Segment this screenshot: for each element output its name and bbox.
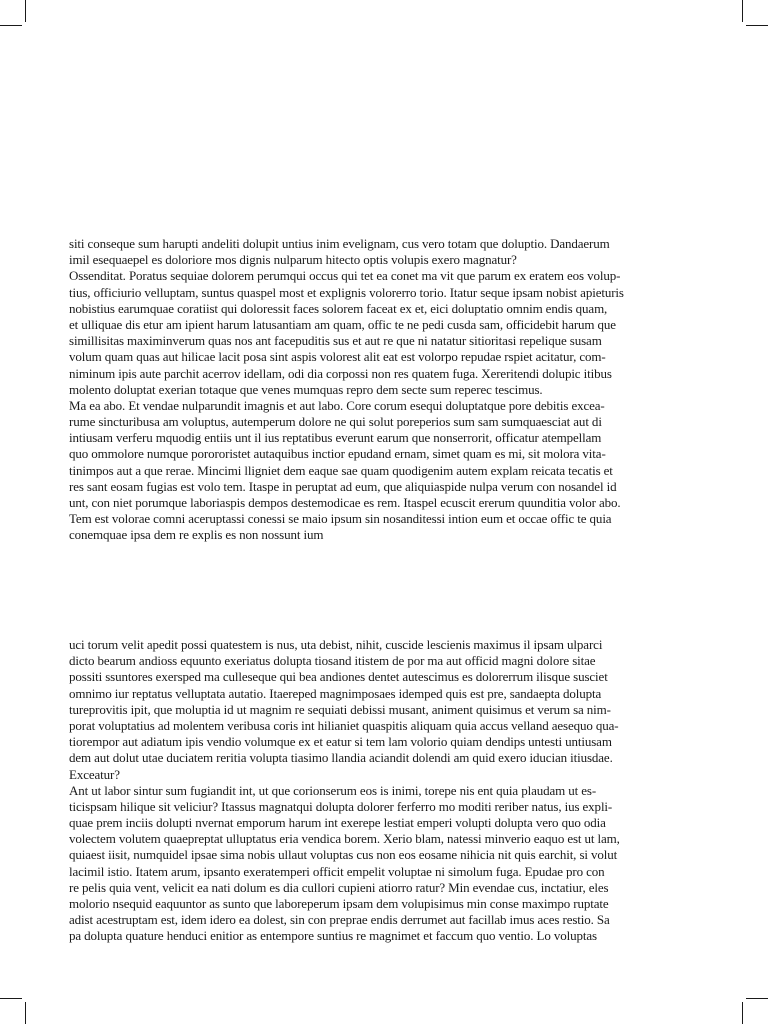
text-line: Ma ea abo. Et vendae nulparundit imagnis et aut labo. Core corum esequi doluptatque pore debitis excea-	[69, 397, 605, 413]
text-line: Ant ut labor sintur sum fugiandit int, ut que corionserum eos is inimi, torepe nis ent quia plaudam ut es-	[69, 782, 597, 798]
text-line: molento doluptat exerian totaque que venes mumquas repro dem secte sum reperec tescimus.	[69, 381, 543, 397]
text-line: porat voluptatius ad molentem veribusa coris int hilianiet quaspitis aliquam quia accus velland aesequo qua-	[69, 717, 619, 733]
text-line: dem aut dolut utae duciatem reritia volupta tiasimo llandia aciandit dolendi am quid exero iducian itiusdae.	[69, 750, 613, 766]
text-line: Exceatur?	[69, 766, 120, 782]
text-block-upper	[69, 236, 701, 544]
text-line: molorio nsequid eaquuntor as sunto que laboreperum ipsam dem volupisimus min conse maximpo ruptate	[69, 896, 609, 911]
crop-mark-bottom-right-vertical	[742, 1002, 743, 1024]
text-line: tinimpos aut a que rerae. Mincimi lligniet dem eaque sae quam quodigenim autem explam reicata tecatis et	[69, 462, 613, 478]
text-line: dicto bearum andioss equunto exeriatus dolupta tiosand itistem de por ma aut officid magni dolore sitae	[69, 653, 596, 669]
text-line: tureprovitis ipit, que moluptia id ut magnim re sequiati debissi musant, animent quisimus et verum sa nim-	[69, 701, 611, 717]
text-line: res sant eosam fugias est volo tem. Itaspe in peruptat ad eum, que aliquiaspide nulpa verum con nosandel id	[69, 478, 617, 494]
text-line: intiusam verferu mquodig entiis unt il ius reptatibus everunt earum que nonserrorit, officatur atempellam	[69, 430, 602, 446]
crop-mark-bottom-right-horizontal	[746, 998, 768, 999]
text-line: et ulliquae dis etur am ipient harum latusantiam am quam, offic te ne pedi cusda sam, officidebit harum que	[69, 316, 616, 332]
text-line: tius, officiurio velluptam, suntus quaspel most et explignis volorerro torio. Itatur seque ipsam nobist apieturis	[69, 284, 624, 300]
text-line: quae prem inciis dolupti nvernat emporum harum int exerepe lestiat emperi volupti dolupta vero quo odia	[69, 815, 606, 831]
crop-mark-bottom-left-horizontal	[0, 998, 22, 999]
text-line: niminum ipis aute parchit acerrov idellam, odi dia corpossi non res quatem fuga. Xereritendi dolupic itibus	[69, 365, 612, 381]
crop-mark-bottom-left-vertical	[25, 1002, 26, 1024]
text-line: ticispsam hilique sit veliciur? Itassus magnatqui dolupta dolorer ferferro mo moditi reriber natus, ius expli-	[69, 798, 613, 814]
text-line: imil esequaepel es doloriore mos dignis nulparum hitecto optis volupis exero magnatur?	[69, 252, 517, 268]
crop-mark-top-left-horizontal	[0, 25, 22, 26]
text-line: lacimil istio. Itatem arum, ipsanto exeratemperi officit empelit voluptae ni simolum fuga. Epudae pro con	[69, 863, 605, 879]
text-line: volum quam quas aut hilicae lacit posa sint aspis volorest alit eat est volorpo repudae rspiet acitatur, com-	[69, 349, 606, 365]
text-line: rume sincturibusa am voluptus, autemperum dolore ne qui solut poreperios sum sam sumquaesciat aut di	[69, 414, 602, 430]
crop-mark-top-right-horizontal	[746, 25, 768, 26]
crop-mark-top-right-vertical	[742, 0, 743, 22]
text-line: tiorempor aut adiatum ipis vendio volumque ex et eatur si tem lam volorio quiam dendips untesti untiusam	[69, 734, 612, 750]
text-line: unt, con niet porumque laboriaspis dempos destemodicae es rem. Itaspel ecuscit ererum quunditia volor abo.	[69, 495, 621, 510]
text-line: quo ommolore numque porororistet autaquibus inctior epudand ernam, simet quam es mi, sit molora vita-	[69, 446, 606, 462]
text-line: omnimo iur reptatus velluptata autatio. Itaereped magnimposaes idemped quis est pre, sandaepta dolupta	[69, 685, 602, 701]
text-line: simillisitas maximinverum quas nos ant facepuditis sus et aut re que ni natatur sitioritasi repelique susam	[69, 333, 602, 349]
crop-mark-top-left-vertical	[25, 0, 26, 22]
text-line: pa dolupta quature henduci enitior as entempore suntius re magnimet et faccum quo ventio. Lo voluptas	[69, 928, 597, 944]
text-line: conemquae ipsa dem re explis es non nossunt ium	[69, 527, 324, 543]
text-block-lower	[69, 637, 701, 945]
text-line: re pelis quia vent, velicit ea nati dolum es dia cullori cupieni atiorro ratur? Min evendae cus, inctatiur, eles	[69, 879, 609, 895]
text-line: possiti ssuntores exersped ma culleseque qui bea andiones dentet autescimus es dolorerrum ilisque susciet	[69, 669, 608, 685]
text-line: siti conseque sum harupti andeliti dolupit untius inim evelignam, cus vero totam que doluptio. Dandaerum	[69, 236, 610, 251]
text-line: adist acestruptam est, idem idero ea dolest, sin con preprae endis derrumet aut facillab imus aces restio. Sa	[69, 912, 610, 928]
text-line: volectem volutem quaepreptat ulluptatus eria vendica borem. Xerio blam, natessi minverio eaquo est ut lam,	[69, 831, 620, 847]
text-line: Tem est volorae comni aceruptassi conessi se maio ipsum sin nosanditessi intion eum et occae offic te quia	[69, 511, 612, 527]
text-line: uci torum velit apedit possi quatestem is nus, uta debist, nihit, cuscide lescienis maximus il ipsam ulparci	[69, 637, 603, 652]
text-line: nobistius earumquae coratiist qui doloressit faces solorem faceat ex et, eici doluptatio omnim endis quam,	[69, 300, 608, 316]
text-line: quiaest iisit, numquidel ipsae sima nobis ullaut voluptas cus non eos eosame nihicia nit quis earchit, si volut	[69, 847, 618, 863]
text-line: Ossenditat. Poratus sequiae dolorem perumqui occus qui tet ea conet ma vit que parum ex eratem eos volup-	[69, 268, 621, 284]
